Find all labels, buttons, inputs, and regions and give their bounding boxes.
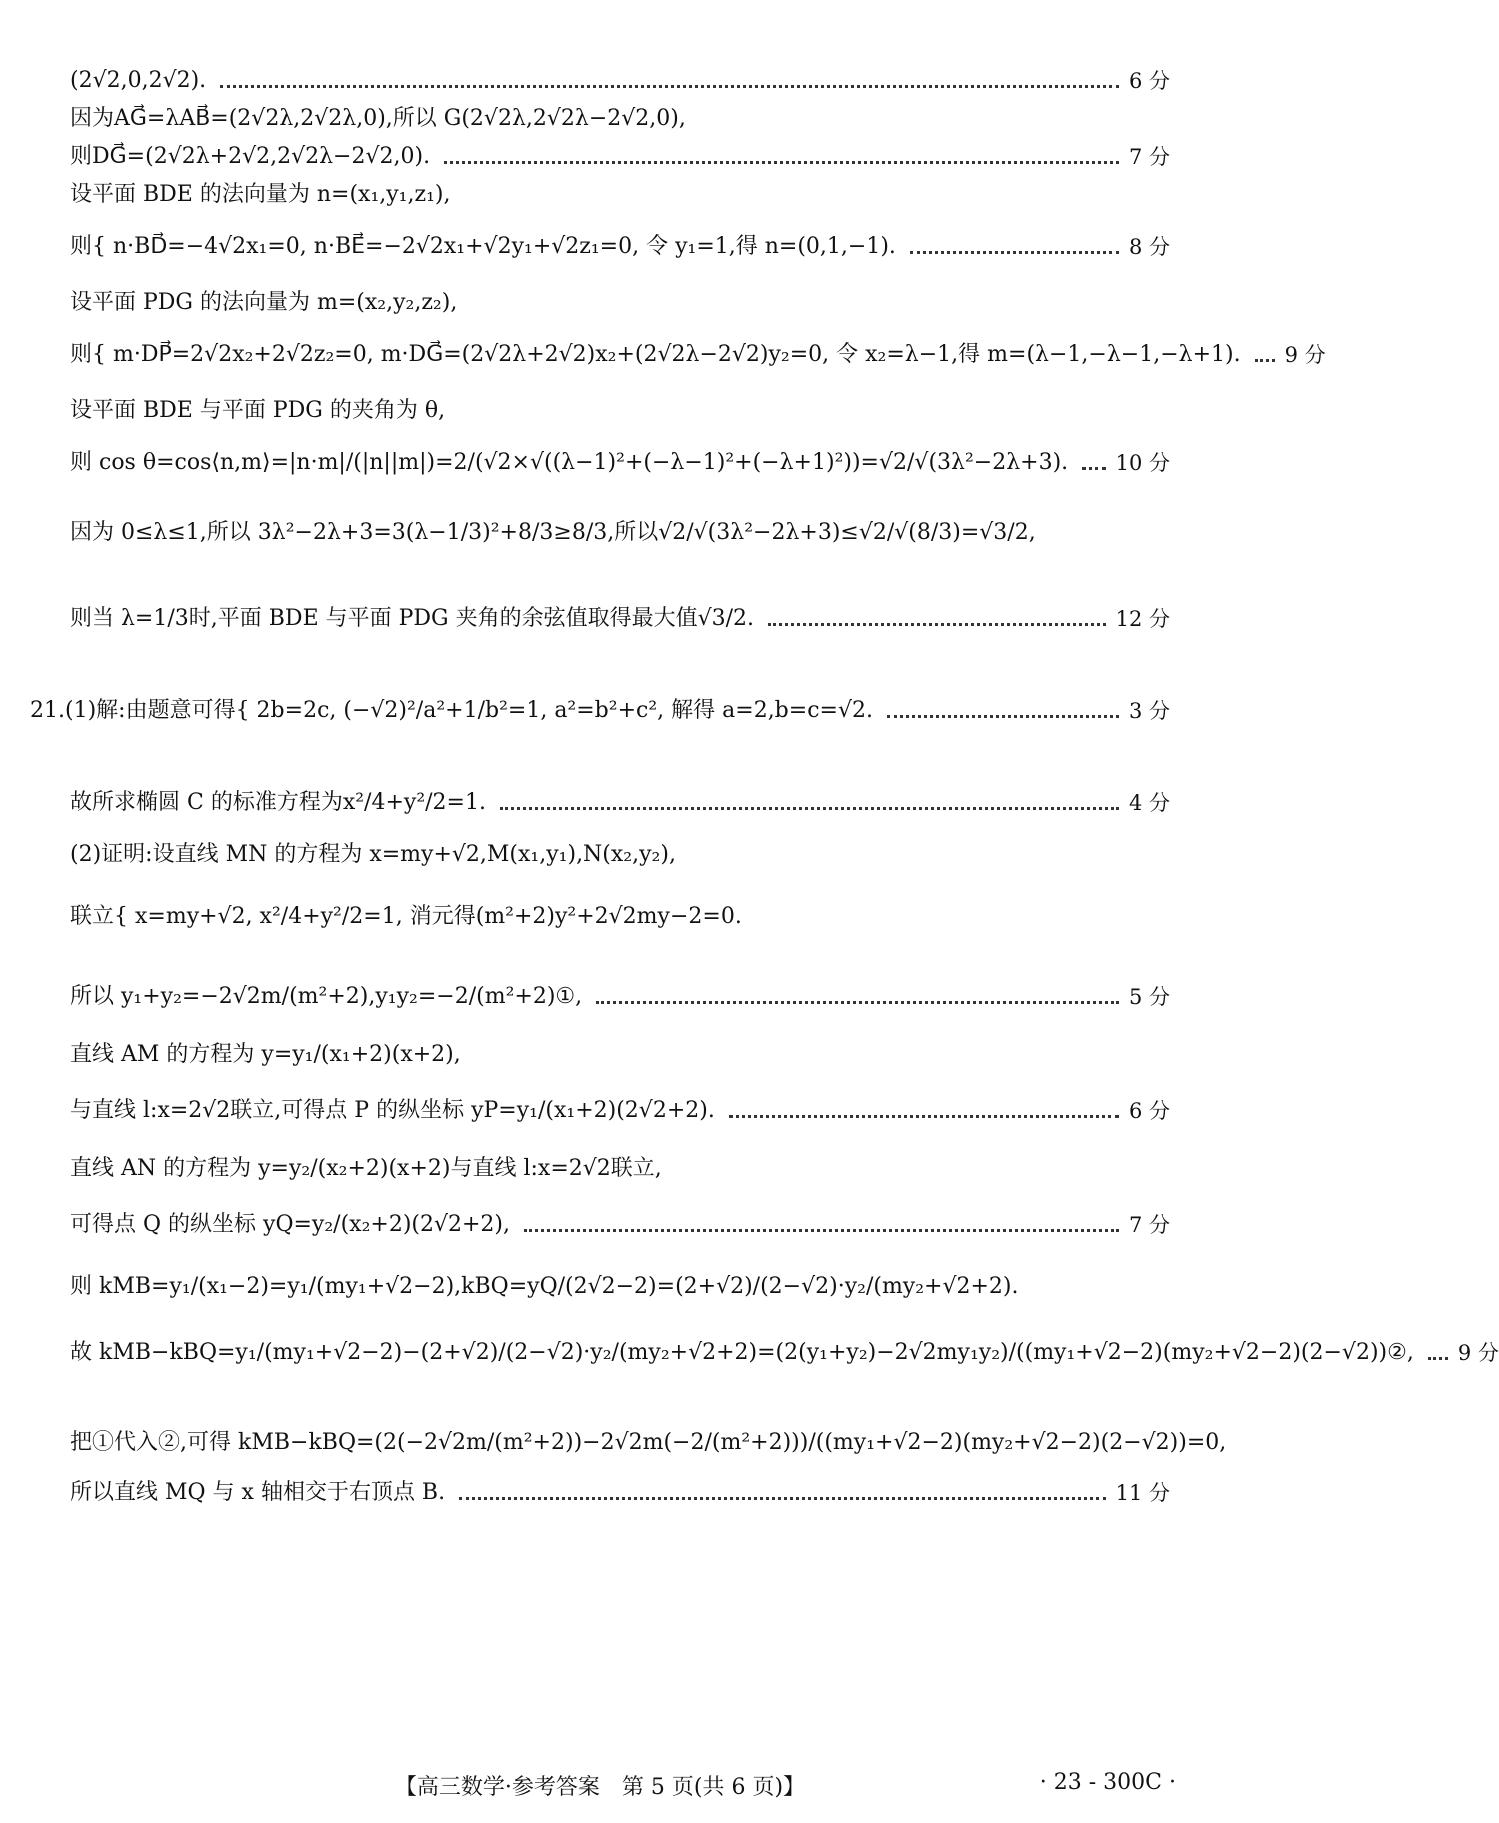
solution-line — [70, 180, 1170, 210]
solution-line — [70, 1338, 1499, 1368]
score-label: 6 分 — [1128, 1099, 1170, 1123]
page-footer — [0, 1770, 1200, 1806]
line-text: 设平面 PDG 的法向量为 m=(x₂,y₂,z₂), — [70, 290, 458, 315]
solution-line — [70, 1272, 1170, 1302]
solution-line — [70, 1154, 1170, 1184]
dot-leader — [768, 613, 1106, 626]
score-label: 6 分 — [1128, 69, 1170, 93]
solution-line — [70, 1428, 1227, 1458]
score-label: 10 分 — [1115, 451, 1170, 475]
score-label: 12 分 — [1115, 607, 1170, 631]
score-label: 11 分 — [1115, 1481, 1170, 1505]
solution-line — [70, 104, 1170, 134]
solution-line — [70, 340, 1326, 370]
line-text: 则DG⃗=(2√2λ+2√2,2√2λ−2√2,0). — [70, 144, 431, 169]
solution-line — [70, 448, 1170, 478]
line-text: 因为 0≤λ≤1,所以 3λ²−2λ+3=3(λ−1/3)²+8/3≥8/3,所以√2/√(3λ²−2λ+3)≤√2/√(8/3)=√3/2, — [70, 520, 1036, 545]
line-text: 把①代入②,可得 kMB−kBQ=(2(−2√2m/(m²+2))−2√2m(−2/(m²+2)))/((my₁+√2−2)(my₂+√2−2)(2−√2))=0, — [70, 1430, 1227, 1455]
solution-line — [70, 1478, 1170, 1508]
solution-line — [70, 288, 1170, 318]
dot-leader — [1255, 349, 1275, 362]
line-text: 因为AG⃗=λAB⃗=(2√2λ,2√2λ,0),所以 G(2√2λ,2√2λ−2√2,0), — [70, 106, 686, 131]
solution-line — [70, 232, 1170, 262]
footer-page-info: 【高三数学·参考答案 第 5 页(共 6 页)】 — [394, 1775, 806, 1800]
dot-leader — [524, 1219, 1119, 1232]
line-text: 则{ n·BD⃗=−4√2x₁=0, n·BE⃗=−2√2x₁+√2y₁+√2z₁=0, 令 y₁=1,得 n=(0,1,−1). — [70, 234, 896, 259]
solution-line — [70, 1210, 1170, 1240]
footer-code: · 23 - 300C · — [1039, 1770, 1176, 1795]
score-label: 3 分 — [1128, 699, 1170, 723]
line-text: 设平面 BDE 与平面 PDG 的夹角为 θ, — [70, 398, 446, 423]
line-text: 故 kMB−kBQ=y₁/(my₁+√2−2)−(2+√2)/(2−√2)·y₂/(my₂+√2+2)=(2(y₁+y₂)−2√2my₁y₂)/((my₁+√2−2)(my₂+√2−2)(2−√2))②, — [70, 1340, 1414, 1365]
solution-line — [70, 902, 1170, 932]
dot-leader — [910, 241, 1119, 254]
score-label: 9 分 — [1457, 1341, 1499, 1365]
dot-leader — [729, 1105, 1119, 1118]
solution-line — [70, 142, 1170, 172]
solution-line — [70, 788, 1170, 818]
dot-leader — [220, 75, 1119, 88]
solution-line — [70, 1096, 1170, 1126]
solution-line — [70, 396, 1170, 426]
line-text: 则 kMB=y₁/(x₁−2)=y₁/(my₁+√2−2),kBQ=yQ/(2√2−2)=(2+√2)/(2−√2)·y₂/(my₂+√2+2). — [70, 1274, 1019, 1299]
score-label: 5 分 — [1128, 985, 1170, 1009]
line-text: (2√2,0,2√2). — [70, 68, 207, 93]
line-text: 则当 λ=1/3时,平面 BDE 与平面 PDG 夹角的余弦值取得最大值√3/2. — [70, 606, 755, 631]
score-label: 7 分 — [1128, 145, 1170, 169]
solution-line — [70, 1040, 1170, 1070]
score-label: 8 分 — [1128, 235, 1170, 259]
line-text: 故所求椭圆 C 的标准方程为x²/4+y²/2=1. — [70, 790, 486, 815]
dot-leader — [1082, 457, 1105, 470]
solution-line — [70, 66, 1170, 96]
line-text: 所以直线 MQ 与 x 轴相交于右顶点 B. — [70, 1480, 446, 1505]
dot-leader — [444, 151, 1119, 164]
line-text: 21.(1)解:由题意可得{ 2b=2c, (−√2)²/a²+1/b²=1, a²=b²+c², 解得 a=2,b=c=√2. — [30, 698, 873, 723]
line-text: 直线 AM 的方程为 y=y₁/(x₁+2)(x+2), — [70, 1042, 461, 1067]
line-text: 可得点 Q 的纵坐标 yQ=y₂/(x₂+2)(2√2+2), — [70, 1212, 511, 1237]
score-label: 7 分 — [1128, 1213, 1170, 1237]
line-text: 则 cos θ=cos⟨n,m⟩=|n·m|/(|n||m|)=2/(√2×√((λ−1)²+(−λ−1)²+(−λ+1)²))=√2/√(3λ²−2λ+3). — [70, 450, 1069, 475]
solution-line — [70, 840, 1170, 870]
line-text: 直线 AN 的方程为 y=y₂/(x₂+2)(x+2)与直线 l:x=2√2联立, — [70, 1156, 662, 1181]
dot-leader — [500, 797, 1119, 810]
line-text: (2)证明:设直线 MN 的方程为 x=my+√2,M(x₁,y₁),N(x₂,y₂), — [70, 842, 676, 867]
score-label: 9 分 — [1284, 343, 1326, 367]
dot-leader — [887, 705, 1119, 718]
line-text: 则{ m·DP⃗=2√2x₂+2√2z₂=0, m·DG⃗=(2√2λ+2√2)x₂+(2√2λ−2√2)y₂=0, 令 x₂=λ−1,得 m=(λ−1,−λ−1,−λ+1). — [70, 342, 1241, 367]
solution-line — [70, 518, 1170, 548]
score-label: 4 分 — [1128, 791, 1170, 815]
solution-line — [70, 982, 1170, 1012]
dot-leader — [1428, 1347, 1448, 1360]
line-text: 联立{ x=my+√2, x²/4+y²/2=1, 消元得(m²+2)y²+2√2my−2=0. — [70, 904, 742, 929]
line-text: 所以 y₁+y₂=−2√2m/(m²+2),y₁y₂=−2/(m²+2)①, — [70, 984, 583, 1009]
solution-line — [70, 604, 1170, 634]
question-21-line — [30, 696, 1170, 726]
line-text: 与直线 l:x=2√2联立,可得点 P 的纵坐标 yP=y₁/(x₁+2)(2√2+2). — [70, 1098, 715, 1123]
line-text: 设平面 BDE 的法向量为 n=(x₁,y₁,z₁), — [70, 182, 451, 207]
dot-leader — [596, 991, 1119, 1004]
dot-leader — [459, 1487, 1105, 1500]
